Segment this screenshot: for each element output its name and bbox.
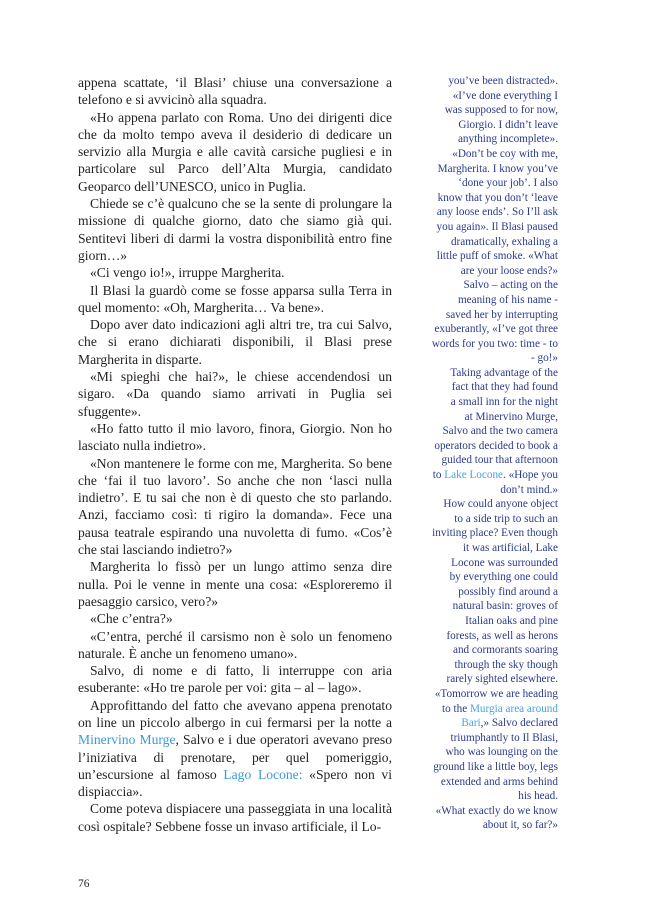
translation-line: Locone was surrounded [451, 556, 558, 569]
translation-line: triumphantly to Il Blasi, [450, 731, 558, 744]
translation-line: «I’ve done everything I [452, 89, 558, 102]
translation-line: are your loose ends?» [460, 264, 558, 277]
paragraph: Salvo, di nome e di fatto, li interruppe con aria esuberante: «Ho tre parole per voi: gita – al – lago». [78, 663, 392, 696]
translation-line: dramatically, exhaling a [450, 235, 558, 248]
translation-line: extended and arms behind [440, 775, 558, 788]
text-span: ,» Salvo declared [480, 717, 558, 730]
translation-link[interactable]: Bari [461, 717, 481, 730]
text-span: to the [442, 702, 470, 715]
translation-line: by everything one could [449, 571, 558, 584]
translation-line: to a side trip to such an [454, 512, 558, 525]
translation-line: natural basin: groves of [452, 600, 558, 613]
translation-link[interactable]: Murgia area around [469, 702, 558, 715]
translation-line: words for you two: time - to [431, 337, 558, 350]
text-span: . «Hope you [503, 469, 558, 482]
translation-line: operators decided to book a [434, 439, 558, 452]
paragraph: «Ho appena parlato con Roma. Uno dei dirigenti dice che da molto tempo aveva il desiderio di dedicare un servizio alla Murgia e alle cavità carsiche pugliesi e in particolare sul Parco dell’Alta Murgia, candidato Geoparco dell’UNESCO, unico in Puglia. [78, 109, 392, 194]
translation-line: it was artificial, Lake [462, 542, 558, 554]
paragraph: «Ci vengo io!», irruppe Margherita. [90, 265, 285, 281]
translation-line: possibly find around a [458, 585, 558, 598]
paragraph: appena scattate, ‘il Blasi’ chiuse una conversazione a telefono e si avvicinò alla squadra. [78, 75, 392, 108]
link-minervino-murge[interactable]: Minervino Murge [78, 732, 176, 748]
translation-line: guided tour that afternoon [441, 454, 558, 467]
text-span: «Spero non vi dispiaccia». [78, 766, 392, 800]
translation-line: rarely sighted elsewhere. [446, 673, 558, 686]
paragraph: «C’entra, perché il carsismo non è solo un fenomeno naturale. È anche un fenomeno umano». [78, 628, 392, 661]
translation-line: any loose ends’. So I’ll ask [436, 206, 558, 219]
english-translation-column [415, 74, 558, 833]
paragraph: Come poteva dispiacere una passeggiata in una località così ospitale? Sebbene fosse un invaso artificiale, il Lo- [78, 801, 392, 834]
text-span: to [432, 469, 445, 482]
translation-line: you’ve been distracted». [448, 75, 558, 87]
paragraph: «Mi spieghi che hai?», le chiese accendendosi un sigaro. «Da quando siamo arrivati in Puglia sei sfuggente». [78, 369, 392, 419]
paragraph-with-links [78, 697, 392, 801]
translation-line: meaning of his name - [457, 293, 558, 306]
paragraph: «Non mantenere le forme con me, Margherita. So bene che ‘fai il tuo lavoro’. So anche che non ‘lasci nulla indietro’. E tu sai che non è di questo che sto parlando. Anzi, facciamo così: ti rigiro la domanda». Fece una pausa teatrale espirando una nuvoletta di fumo. «Cos’è che stai lasciando indietro?» [78, 455, 392, 558]
translation-line: «What exactly do we know [435, 804, 558, 817]
translation-line: through the sky though [454, 658, 558, 671]
translation-line: ground like a little boy, legs [433, 760, 558, 773]
translation-line [415, 716, 558, 731]
translation-line: a small inn for the night [450, 396, 558, 409]
translation-line: exuberantly, «I’ve got three [434, 323, 558, 336]
paragraph: Dopo aver dato indicazioni agli altri tre, tra cui Salvo, che si erano dichiarati disponibili, il Blasi prese Margherita in disparte. [78, 317, 392, 367]
paragraph: «Ho fatto tutto il mio lavoro, finora, Giorgio. Non ho lasciato nulla indietro». [78, 420, 392, 454]
translation-line: little puff of smoke. «What [436, 250, 558, 263]
translation-line: inviting place? Even though [432, 527, 558, 540]
translation-line: at Minervino Murge, [464, 410, 558, 423]
translation-line: about it, so far?» [482, 819, 558, 832]
translation-line: How could anyone object [443, 498, 558, 511]
translation-line [415, 702, 558, 717]
translation-line: Margherita. I know you’ve [437, 162, 558, 175]
translation-line: his head. [518, 790, 558, 803]
translation-line: Taking advantage of the [450, 366, 558, 379]
page-number: 76 [78, 878, 90, 890]
translation-line: ‘done your job’. I also [458, 177, 558, 190]
paragraph: Margherita lo fissò per un lungo attimo senza dire nulla. Poi le venne in mente una cosa: «Esploreremo il paesaggio carsico, vero?» [78, 559, 392, 609]
translation-line: «Tomorrow we are heading [434, 687, 558, 700]
italian-text-column [78, 74, 392, 835]
translation-line: Giorgio. I didn’t leave [458, 118, 558, 131]
text-span: , Salvo e i due operatori avevano preso l’iniziativa di prenotare, per quel pomeriggio, un’escursione al famoso [78, 732, 392, 782]
paragraph: Chiede se c’è qualcuno che se la sente di prolungare la missione di qualche giorno, dato che siamo già qui. Sentitevi liberi di darmi la vostra disponibilità entro fine giorn…» [78, 196, 392, 263]
translation-line: know that you don’t ‘leave [437, 191, 558, 204]
translation-link[interactable]: Lake Locone [444, 469, 503, 482]
translation-line: who was lounging on the [445, 746, 558, 759]
paragraph: «Che c’entra?» [90, 611, 173, 627]
translation-line: Italian oaks and pine [465, 614, 558, 627]
translation-line: fact that they had found [451, 381, 558, 394]
translation-line: you again». Il Blasi paused [436, 220, 558, 233]
translation-line: don’t mind.» [500, 483, 558, 496]
translation-line: forests, as well as herons [446, 629, 558, 642]
translation-line: Salvo and the two camera [442, 425, 558, 438]
translation-line: «Don’t be coy with me, [452, 147, 558, 160]
text-span: Approfittando del fatto che avevano appena prenotato on line un piccolo albergo in cui fermarsi per la notte a [78, 697, 392, 730]
link-lago-locone[interactable]: Lago Locone: [223, 766, 303, 782]
translation-line: was supposed to for now, [444, 104, 558, 117]
translation-line: - go!» [530, 352, 558, 365]
translation-line: Salvo – acting on the [463, 279, 558, 292]
translation-line [415, 468, 558, 483]
paragraph: Il Blasi la guardò come se fosse apparsa sulla Terra in quel momento: «Oh, Margherita… Va bene». [78, 282, 392, 315]
translation-line: saved her by interrupting [445, 308, 558, 321]
translation-line: and cormorants soaring [452, 644, 558, 657]
translation-line: anything incomplete». [457, 133, 558, 146]
